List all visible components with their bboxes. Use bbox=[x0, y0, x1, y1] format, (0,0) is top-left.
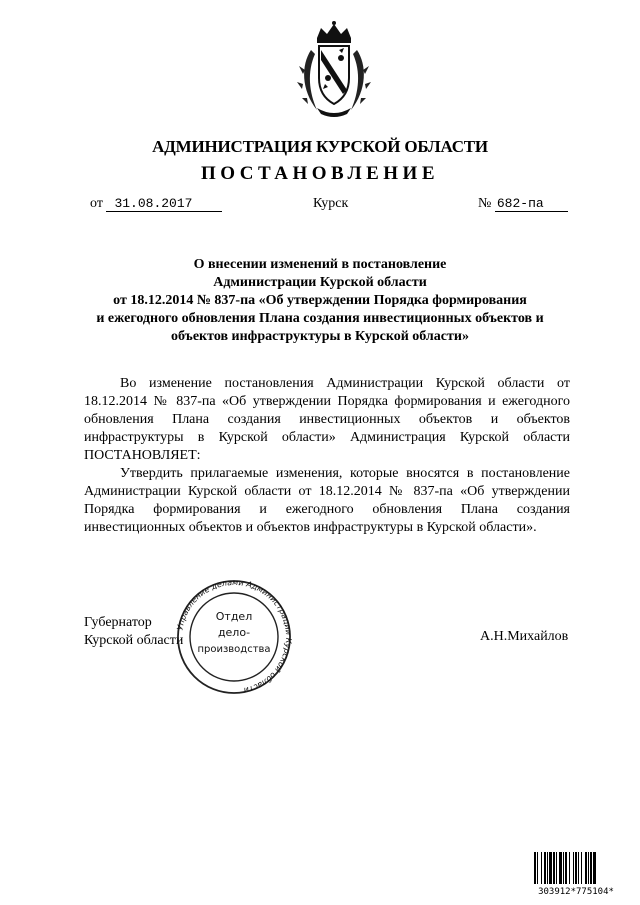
barcode-digits: 303912*775104* bbox=[538, 887, 614, 896]
subject-line: Администрации Курской области bbox=[213, 275, 427, 290]
barcode-bar bbox=[549, 852, 552, 884]
barcode-bar bbox=[537, 852, 538, 884]
coat-of-arms-emblem bbox=[295, 20, 373, 120]
barcode-bar bbox=[559, 852, 562, 884]
document-date: 31.08.2017 bbox=[106, 196, 222, 212]
barcode-bar bbox=[578, 852, 579, 884]
barcode-bar bbox=[581, 852, 582, 884]
date-field bbox=[90, 196, 222, 212]
barcode-bar bbox=[590, 852, 592, 884]
document-city: Курск bbox=[313, 196, 349, 211]
barcode-bar bbox=[547, 852, 548, 884]
position-line: Губернатор bbox=[84, 615, 152, 630]
barcode-bar bbox=[588, 852, 589, 884]
barcode-bar bbox=[563, 852, 564, 884]
barcode-bar bbox=[544, 852, 546, 884]
barcode-bar bbox=[565, 852, 567, 884]
barcode-bar bbox=[556, 852, 557, 884]
barcode-bar bbox=[569, 852, 570, 884]
office-stamp bbox=[170, 578, 298, 696]
barcode-bar bbox=[593, 852, 596, 884]
stamp-center-line: дело- bbox=[217, 626, 251, 639]
stamp-center-line: Отдел bbox=[215, 610, 253, 623]
subject-line: О внесении изменений в постановление bbox=[193, 257, 447, 272]
barcode-bar bbox=[585, 852, 587, 884]
document-type: ПОСТАНОВЛЕНИЕ bbox=[200, 163, 440, 184]
document-body bbox=[84, 375, 570, 537]
barcode-bar bbox=[553, 852, 555, 884]
number-prefix: № bbox=[478, 196, 492, 211]
document-subject bbox=[60, 256, 580, 346]
barcode-bar bbox=[534, 852, 536, 884]
barcode-bar bbox=[541, 852, 542, 884]
barcode-bar bbox=[575, 852, 577, 884]
date-prefix: от bbox=[90, 196, 103, 211]
barcode bbox=[532, 850, 620, 896]
organization-title: АДМИНИСТРАЦИЯ КУРСКОЙ ОБЛАСТИ bbox=[152, 137, 488, 156]
subject-line: и ежегодного обновления Плана создания инвестиционных объектов и bbox=[96, 311, 544, 326]
stamp-ring-text: Управление делами Администрации Курской области bbox=[175, 578, 294, 696]
barcode-bar bbox=[573, 852, 574, 884]
body-paragraph: Во изменение постановления Администрации Курской области от 18.12.2014 № 837-па «Об утверждении Порядка формирования и ежегодного обновления Плана создания инвестиционных объектов и объектов инфраструктуры в Курской области» Администрация Курской области ПОСТАНОВЛЯЕТ: bbox=[84, 376, 570, 463]
number-field bbox=[478, 196, 568, 212]
document-number: 682-па bbox=[495, 196, 568, 212]
signatory-position bbox=[84, 614, 183, 650]
body-paragraph: Утвердить прилагаемые изменения, которые вносятся в постановление Администрации Курской области от 18.12.2014 № 837-па «Об утверждении Порядка формирования и ежегодного обновления Плана создания инвестиционных объектов и объектов инфраструктуры в Курской области». bbox=[84, 466, 570, 535]
signatory-name: А.Н.Михайлов bbox=[480, 629, 569, 644]
subject-line: от 18.12.2014 № 837-па «Об утверждении Порядка формирования bbox=[113, 293, 527, 308]
position-line: Курской области bbox=[84, 633, 184, 648]
subject-line: объектов инфраструктуры в Курской области» bbox=[171, 329, 469, 344]
stamp-center-line: производства bbox=[197, 644, 271, 655]
